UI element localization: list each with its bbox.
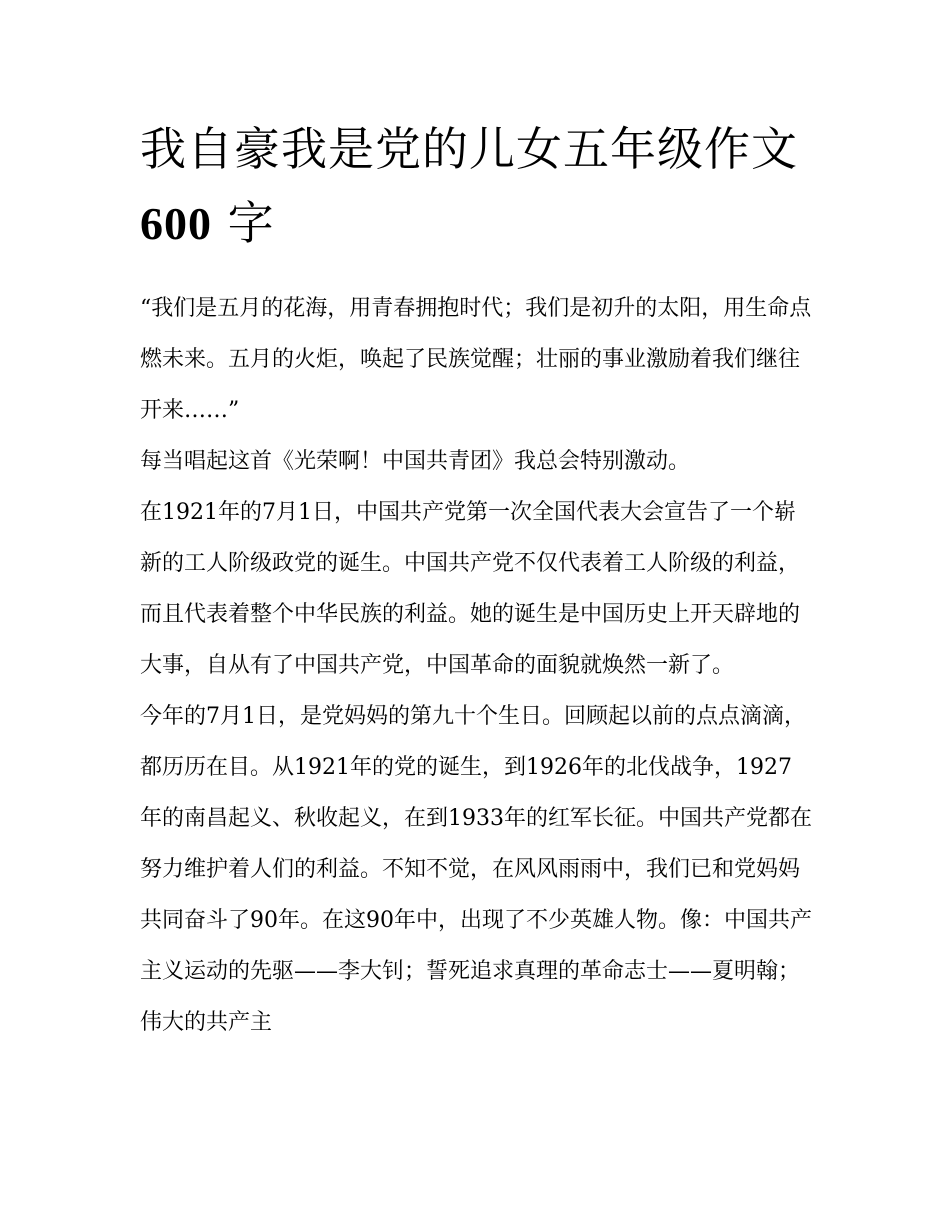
document-body bbox=[140, 283, 812, 1048]
paragraph-founding: 在1921年的7月1日，中国共产党第一次全国代表大会宣告了一个崭新的工人阶级政党的诞生。中国共产党不仅代表着工人阶级的利益，而且代表着整个中华民族的利益。她的诞生是中国历史上开天辟地的大事，自从有了中国共产党，中国革命的面貌就焕然一新了。 bbox=[140, 500, 801, 678]
title-text: 我自豪我是党的儿女五年级作文 bbox=[140, 122, 798, 176]
document-page bbox=[140, 0, 812, 1229]
paragraph-song: 每当唱起这首《光荣啊！中国共青团》我总会特别激动。 bbox=[140, 449, 691, 474]
title-suffix: 字 bbox=[227, 196, 275, 250]
title-number: 600 bbox=[140, 198, 212, 249]
paragraph-quote: “我们是五月的花海，用青春拥抱时代；我们是初升的太阳，用生命点燃未来。五月的火炬，唤起了民族觉醒；壮丽的事业激励着我们继往开来……” bbox=[140, 296, 812, 423]
paragraph-anniversary: 今年的7月1日，是党妈妈的第九十个生日。回顾起以前的点点滴滴，都历历在目。从1921年的党的诞生，到1926年的北伐战争，1927年的南昌起义、秋收起义，在到1933年的红军长征。中国共产党都在努力维护着人们的利益。不知不觉，在风风雨雨中，我们已和党妈妈共同奋斗了90年。在这90年中，出现了不少英雄人物。像：中国共产主义运动的先驱——李大钊；誓死追求真理的革命志士——夏明翰；伟大的共产主 bbox=[140, 704, 812, 1035]
document-title bbox=[140, 0, 812, 261]
